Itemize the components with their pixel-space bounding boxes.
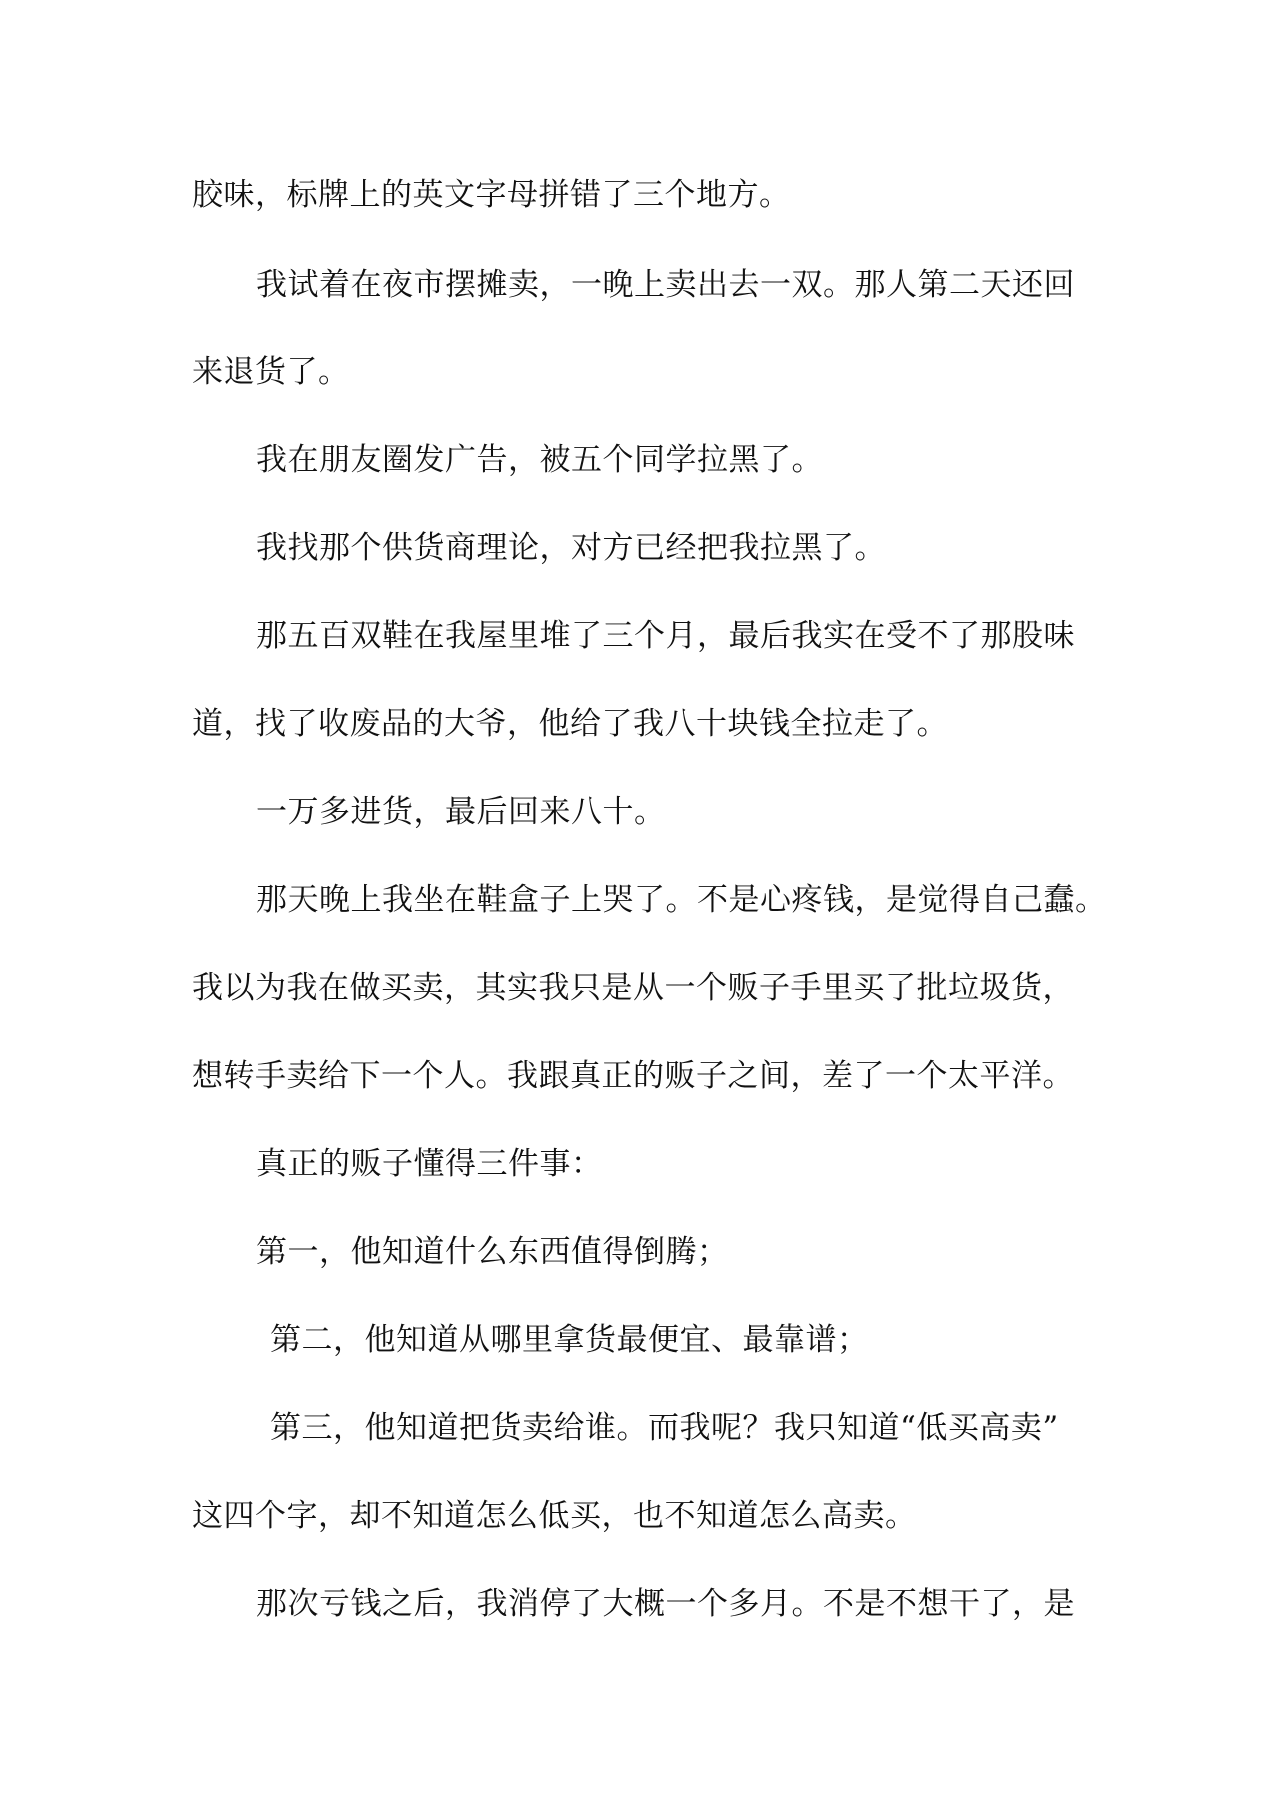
text-line: 想转手卖给下一个人。我跟真正的贩子之间，差了一个太平洋。 [192,1058,1074,1094]
text-line: 来退货了。 [192,354,350,390]
paragraph-line: 那五百双鞋在我屋里堆了三个月，最后我实在受不了那股味 [256,618,1075,654]
paragraph-line: 那天晚上我坐在鞋盒子上哭了。不是心疼钱，是觉得自己蠢。 [256,882,1107,918]
paragraph-line: 第三，他知道把货卖给谁。而我呢？我只知道“低买高卖” [270,1410,1059,1446]
paragraph-line: 第二，他知道从哪里拿货最便宜、最靠谱； [270,1322,869,1358]
paragraph-line: 我找那个供货商理论，对方已经把我拉黑了。 [256,530,886,566]
paragraph-line: 一万多进货，最后回来八十。 [256,794,666,830]
text-line: 这四个字，却不知道怎么低买，也不知道怎么高卖。 [192,1498,917,1534]
text-line: 我以为我在做买卖，其实我只是从一个贩子手里买了批垃圾货， [192,970,1074,1006]
text-line: 胶味，标牌上的英文字母拼错了三个地方。 [192,177,791,213]
paragraph-line: 那次亏钱之后，我消停了大概一个多月。不是不想干了，是 [256,1586,1075,1622]
paragraph-line: 我试着在夜市摆摊卖，一晚上卖出去一双。那人第二天还回 [256,267,1075,303]
paragraph-line: 第一，他知道什么东西值得倒腾； [256,1234,729,1270]
paragraph-line: 真正的贩子懂得三件事： [256,1146,603,1182]
paragraph-line: 我在朋友圈发广告，被五个同学拉黑了。 [256,442,823,478]
text-line: 道，找了收废品的大爷，他给了我八十块钱全拉走了。 [192,706,948,742]
